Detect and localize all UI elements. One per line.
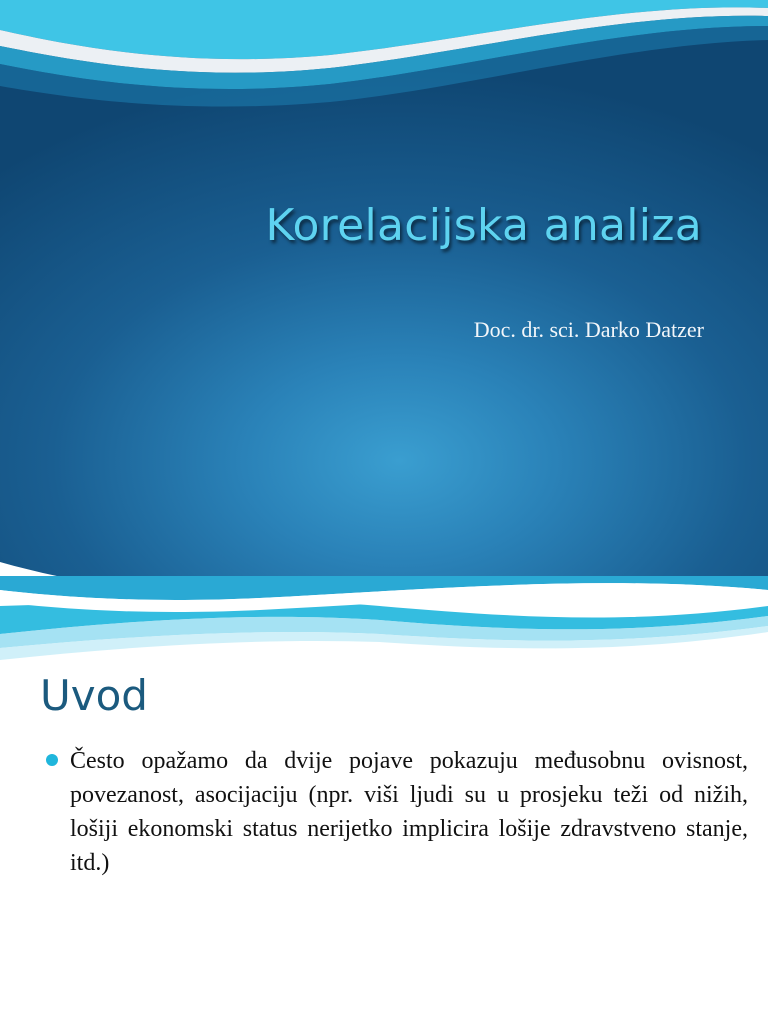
slide-subtitle-author: Doc. dr. sci. Darko Datzer — [473, 317, 704, 342]
bullet-text: Često opažamo da dvije pojave pokazuju međusobnu ovisnost, povezanost, asocijaciju (npr. viši ljudi su u prosjeku teži od nižih, lošiji ekonomski status nerijetko implicira lošije zdravstveno stanje, itd.) — [70, 748, 748, 876]
content-slide — [0, 576, 768, 1024]
slide-heading: Uvod — [40, 671, 148, 720]
bullet-dot-icon — [46, 754, 58, 766]
slide-title: Korelacijska analiza — [265, 200, 702, 251]
top-wave-decoration-slide2 — [0, 576, 768, 666]
bullet-list — [44, 744, 748, 880]
bullet-item — [44, 744, 748, 880]
